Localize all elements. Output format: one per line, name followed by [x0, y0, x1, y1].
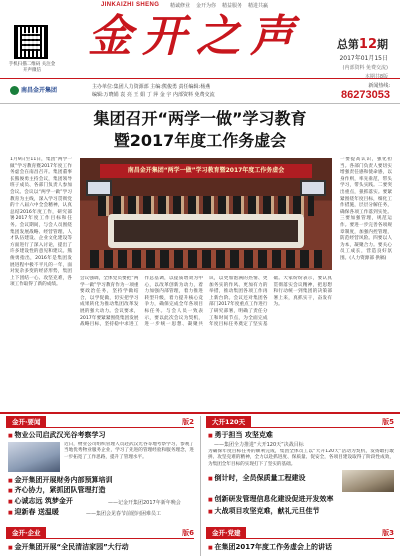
- news-thumbnail: [342, 470, 394, 492]
- section-divider: [0, 412, 400, 414]
- slogan: 精进共赢: [248, 3, 269, 9]
- qr-code: [14, 25, 48, 59]
- section-tag: 金开·党建: [206, 527, 246, 539]
- newspaper-logo: 金开之声: [88, 11, 304, 62]
- news-item-title[interactable]: ■ 心诚志远 筑梦金开: [8, 497, 73, 507]
- news-item-title[interactable]: ■ 创新研发管理信息化建设促进开发效率: [208, 495, 333, 505]
- news-summary: 近日，物业公司组织管理人员赴武汉光谷等地考察学习，参观了当地优秀物业服务企业，学习了先进的管理经验和服务理念，进一步拓宽了工作思路，提升了管理水平。: [64, 442, 194, 460]
- company-logo-icon: [10, 86, 19, 95]
- slogan: 精诚修业: [170, 3, 191, 9]
- screen-icon: [300, 180, 326, 196]
- news-item-title[interactable]: ■ 勇于担当 攻坚克难: [208, 431, 273, 441]
- news-item-title[interactable]: ■ 金开集团开展“全民清洁家园”大行动: [8, 543, 129, 553]
- news-item-title[interactable]: ■ 倒计时，全员保质量工程建设: [208, 474, 305, 484]
- slogan: 精益服务: [222, 3, 243, 9]
- news-item-title[interactable]: ■ 金开集团开展财务内部预算培训: [8, 476, 112, 486]
- edition-info: [337, 36, 388, 80]
- headline-line: 集团召开“两学一做”学习教育: [93, 109, 307, 128]
- attendees: [98, 196, 314, 216]
- news-item-title[interactable]: ■ 物业公司启武汉光谷考察学习: [8, 431, 105, 441]
- issue-date: 2017年01月15日: [339, 55, 388, 62]
- article-column-middle: 会议强调，全体党员要把“两学一做”学习教育作为一项重要政治任务，坚持学做结合，以学促做，切实把学习成果转化为推动集团改革发展的强大动力。会议要求，2017年要紧紧围绕集团发展战略目标，坚持稳中求进工作总基调，以提质增效为中心，以改革创新为动力，着力加强内部管理，着力推进转型升级，着力提升核心竞争力，确保完成全年各项目标任务。与会人员一致表示，要以此次会议为契机，进一步统一思想、凝聚共识，以更加饱满的热情、更加务实的作风、更加有力的举措，推动集团各项工作再上新台阶。会议还对集团各部门2017年度重点工作进行了研究部署，明确了责任分工和时间节点，为全面完成年度目标任务奠定了坚实基础。大家纷纷表示，要认真贯彻落实会议精神，把思想和行动统一到集团的决策部署上来，真抓实干，奋发有为。: [80, 276, 332, 328]
- info-bar: [0, 78, 400, 104]
- section-header[interactable]: [206, 527, 394, 539]
- conference-table: [108, 214, 304, 248]
- company-logo: 南昌金开集团: [10, 85, 57, 95]
- sponsor-line: 编辑:万晓娟 袁 亮 王 娟 丁 萍 金 宇 内部资料 免费交流: [92, 92, 215, 98]
- section-tag: 金开·要闻: [6, 416, 46, 428]
- section-page-link[interactable]: 版2: [182, 418, 194, 426]
- masthead-pinyin: JINKAIZHI SHENG: [101, 2, 160, 8]
- issue-number: 总第12期: [336, 37, 388, 52]
- section-header[interactable]: [6, 416, 194, 428]
- section-tag: 金开·企业: [6, 527, 46, 539]
- section-header[interactable]: [206, 416, 394, 428]
- hotline-number: 86273053: [341, 89, 390, 101]
- news-hotline: 新闻热线: 86273053: [341, 83, 390, 101]
- news-summary: 为确保年度目标任务的顺利完成，集团全体员工以“大开120天”活动为契机，发扬敢打敢拼、攻坚克难的精神，全力以赴抓进度、保质量、促安全，各项目建设取得了阶段性成效，为集团全年目标的实现打下了坚实的基础。: [208, 449, 394, 467]
- article-column-right: 一要提高认识，强化担当。各部门负责人要切实增强责任感和使命感，以身作则，率先垂范，带头学习，带头实践。二要突出重点，狠抓落实。要紧紧围绕年度目标，细化工作措施，层层分解任务，确保各项工作落到实处。三要加强管理，规范运作。要进一步完善各项规章制度，加强内控管理，防范经营风险。四要以人为本，凝聚合力。要关心员工成长，营造良好氛围。(人力资源部 供稿): [340, 157, 392, 261]
- masthead-slogans: [170, 2, 268, 9]
- column-divider: [200, 416, 201, 556]
- photo-banner: 南昌金开集团“两学一做”学习教育暨2017年度工作务虚会: [100, 164, 312, 178]
- masthead: [0, 0, 400, 78]
- qr-caption: 手机扫描二维码 关注金开声微信: [8, 62, 56, 73]
- news-item-title[interactable]: ■ 齐心协力，紧抓团队管理打造: [8, 486, 105, 496]
- meeting-photo: [80, 158, 332, 270]
- sponsor-info: [92, 83, 332, 99]
- slogan: 金开为你: [196, 3, 217, 9]
- sponsor-line: 主办单位:集团人力资源部 主编:熊俊勇 责任编辑:杨燕: [92, 84, 211, 90]
- news-item-subtitle: ——记金开集团2017年新年晚会: [108, 500, 181, 506]
- news-item-subtitle: ——集团全力推进“大开120天”决战目标: [214, 442, 304, 448]
- news-thumbnail: [8, 442, 60, 472]
- lead-headline[interactable]: [0, 108, 400, 152]
- issue-type: (内部资料 免费交流): [342, 65, 388, 71]
- news-item-title[interactable]: ■ 在集团2017年度工作务虚会上的讲话: [208, 543, 332, 553]
- news-item-title[interactable]: ■ 迎新春 送温暖: [8, 508, 59, 518]
- section-page-link[interactable]: 版3: [382, 529, 394, 537]
- headline-line: 暨2017年度工作务虚会: [113, 131, 287, 150]
- section-header[interactable]: [6, 527, 194, 539]
- news-item-title[interactable]: ■ 大战项目攻坚克难，献礼元旦佳节: [208, 507, 319, 517]
- section-page-link[interactable]: 版5: [382, 418, 394, 426]
- chairs: [90, 250, 322, 268]
- screen-icon: [86, 180, 112, 196]
- section-page-link[interactable]: 版6: [182, 529, 194, 537]
- article-column-left: 1月9日至11日，集团“两学一做”学习教育暨2017年度工作务虚会在南昌召开。集团董事长熊俊勇主持会议，集团领导班子成员、各部门负责人参加会议。会议以“两学一做”学习教育为主线，深入学习贯彻党的十八届六中全会精神，认真总结2016年度工作，研究部署2017年度工作目标和任务。会议期间，与会人员围绕集团发展战略、经营管理、人才队伍建设、企业文化建设等方面进行了深入讨论，提出了许多建设性的意见和建议。熊俊勇指出，2016年是集团发展进程中极不平凡的一年，面对复杂多变的经济形势，集团上下团结一心、攻坚克难，各项工作取得了新的成绩。: [10, 157, 72, 288]
- news-item-subtitle: ——集团会见春节前慰问困难员工: [86, 511, 162, 517]
- section-tag: 大开120天: [206, 416, 251, 428]
- page-count: 本期共8版: [364, 74, 388, 80]
